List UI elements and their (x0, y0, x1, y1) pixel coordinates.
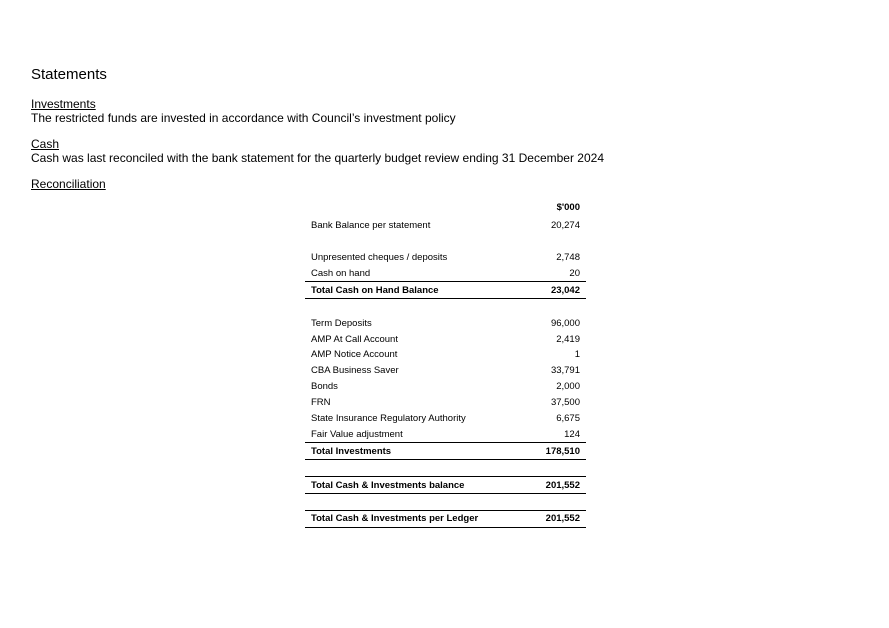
table-header-row (305, 200, 586, 216)
row-label: Fair Value adjustment (311, 428, 403, 440)
table-row (305, 266, 586, 283)
table-row (305, 250, 586, 266)
table-row (305, 379, 586, 395)
table-row (305, 395, 586, 411)
total-row (305, 282, 586, 299)
table-row (305, 315, 586, 331)
row-label: Term Deposits (311, 317, 372, 329)
row-label: Total Cash on Hand Balance (311, 284, 439, 296)
page-title: Statements (31, 66, 107, 83)
row-value: 178,510 (545, 445, 580, 457)
row-value: 2,419 (556, 333, 580, 345)
row-label: FRN (311, 397, 331, 409)
row-label: Total Cash & Investments per Ledger (311, 513, 479, 525)
investments-list (305, 315, 586, 443)
row-label: Unpresented cheques / deposits (311, 252, 448, 264)
row-value: 37,500 (550, 397, 580, 409)
row-value: 23,042 (550, 284, 580, 296)
row-value: 6,675 (556, 413, 580, 425)
row-label: Bonds (311, 381, 338, 393)
reconciliation-table (305, 200, 586, 528)
table-row (305, 331, 586, 347)
investments-text: The restricted funds are invested in accordance with Council’s investment policy (31, 111, 456, 125)
unit-header: $'000 (556, 202, 580, 214)
row-label: AMP Notice Account (311, 349, 398, 361)
row-value: 201,552 (545, 479, 580, 491)
row-value: 2,748 (556, 252, 580, 264)
row-label: Total Investments (311, 445, 392, 457)
table-row (305, 411, 586, 427)
row-value: 20 (569, 268, 580, 279)
row-value: 33,791 (550, 365, 580, 377)
row-value: 124 (564, 428, 580, 440)
row-label: CBA Business Saver (311, 365, 399, 377)
table-row (305, 363, 586, 379)
row-label: Bank Balance per statement (311, 220, 431, 232)
row-value: 201,552 (545, 513, 580, 525)
row-label: AMP At Call Account (311, 333, 398, 345)
investments-heading: Investments (31, 97, 96, 111)
row-value: 20,274 (550, 220, 580, 232)
row-label: Cash on hand (311, 268, 371, 279)
total-row (305, 476, 586, 494)
total-row (305, 443, 586, 460)
reconciliation-heading: Reconciliation (31, 177, 106, 191)
total-row (305, 510, 586, 528)
cash-text: Cash was last reconciled with the bank statement for the quarterly budget review ending 31 December 2024 (31, 151, 604, 165)
cash-heading: Cash (31, 137, 60, 151)
table-row (305, 426, 586, 443)
table-row (305, 347, 586, 363)
row-value: 1 (574, 349, 580, 361)
row-label: Total Cash & Investments balance (311, 479, 465, 491)
row-value: 2,000 (556, 381, 580, 393)
row-label: State Insurance Regulatory Authority (311, 413, 466, 425)
row-value: 96,000 (550, 317, 580, 329)
table-row (305, 218, 586, 234)
